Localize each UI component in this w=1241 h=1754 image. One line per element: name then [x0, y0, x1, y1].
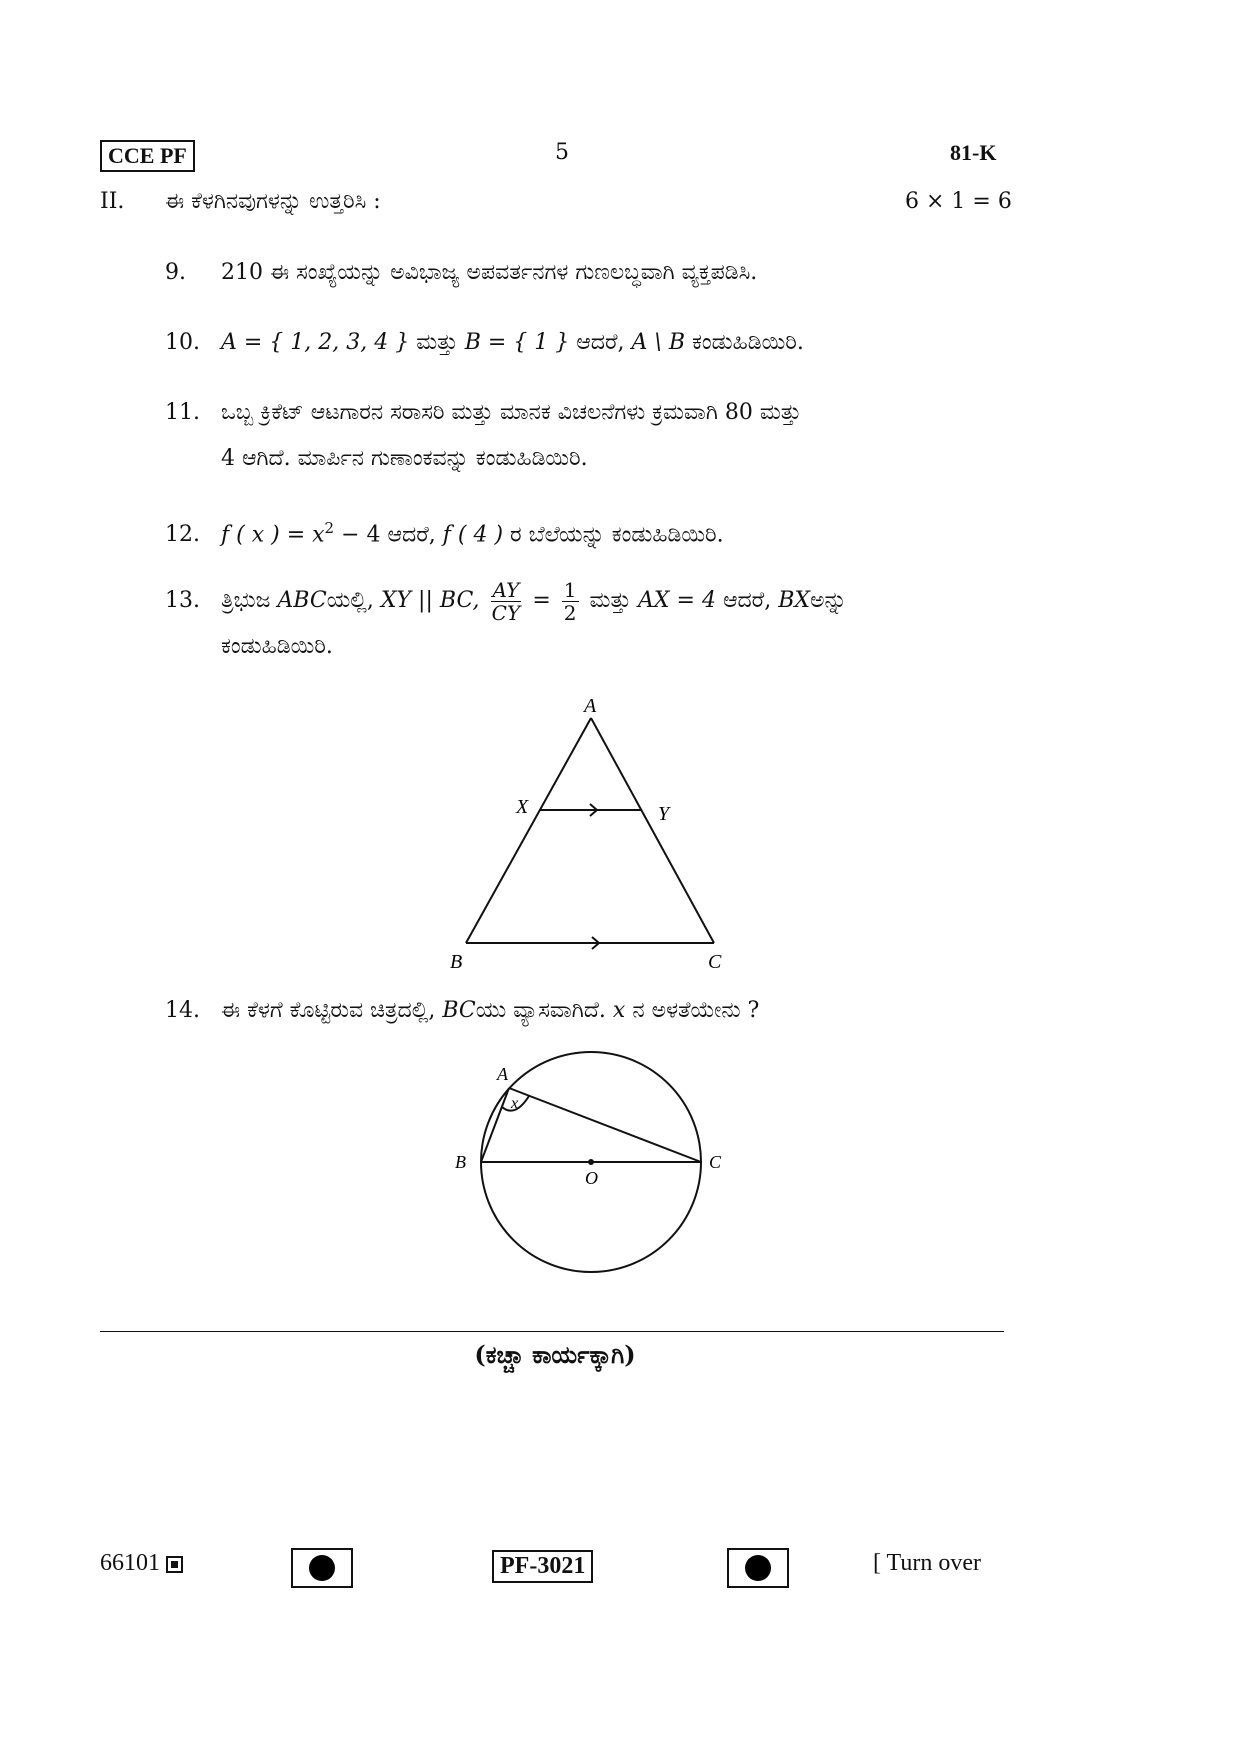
if-word: ಆದರೆ, — [576, 330, 625, 355]
rough-work-label: (ಕಚ್ಚಾ ಕಾರ್ಯಕ್ಕಾಗಿ) — [474, 1340, 636, 1369]
bx-segment: BX — [778, 588, 811, 613]
square-dot-icon — [166, 1556, 183, 1573]
subject-code: 81-K — [950, 140, 997, 165]
question-12 — [165, 505, 724, 558]
question-post: ನ ಅಳತೆಯೇನು ? — [632, 998, 760, 1023]
circle-figure — [445, 1050, 735, 1290]
find-word: ಕಂಡುಹಿಡಿಯಿರಿ. — [691, 330, 804, 355]
question-line-2: 4 ಆಗಿದೆ. ಮಾರ್ಪಿನ ಗುಣಾಂಕವನ್ನು ಕಂಡುಹಿಡಿಯಿರಿ. — [221, 446, 588, 471]
equals-sign: = — [532, 588, 551, 613]
question-number: 9. — [165, 260, 186, 285]
and-word: ಮತ್ತು — [589, 588, 631, 613]
diameter-name: BC — [442, 998, 476, 1023]
question-line-2: ಕಂಡುಹಿಡಿಯಿರಿ. — [221, 634, 333, 659]
section-instruction: ಈ ಕೆಳಗಿನವುಗಳನ್ನು ಉತ್ತರಿಸಿ : — [165, 189, 381, 214]
question-9 — [165, 250, 757, 296]
vertex-label-a: A — [584, 695, 597, 717]
section-label: II. — [100, 189, 125, 214]
page-number: 5 — [555, 140, 569, 165]
vertex-label-c: C — [708, 951, 722, 973]
ratio-fraction: $\frac{AY}{CY}$ — [491, 577, 521, 625]
question-pre: ಈ ಕೆಳಗೆ ಕೊಟ್ಟಿರುವ ಚಿತ್ರದಲ್ಲಿ, — [221, 998, 436, 1023]
question-13 — [165, 578, 1015, 670]
series-box: CCE PF — [100, 140, 195, 172]
exponent: 2 — [324, 519, 335, 537]
if-word: ಆದರೆ, — [387, 522, 436, 548]
triangle-word: ತ್ರಿಭುಜ — [221, 588, 271, 613]
set-difference: A \ B — [631, 330, 685, 355]
question-text: 210 ಈ ಸಂಖ್ಯೆಯನ್ನು ಅವಿಭಾಜ್ಯ ಅಪವರ್ತನಗಳ ಗುಣಲಬ್ಧವಾಗಿ ವ್ಯಕ್ತಪಡಿಸಿ. — [221, 260, 758, 285]
set-a: A = { 1, 2, 3, 4 } — [221, 330, 410, 355]
half-fraction: $\frac{1}{2}$ — [563, 577, 577, 625]
question-14 — [165, 988, 759, 1034]
parallel-relation: XY || BC, — [380, 588, 480, 613]
paper-code: PF-3021 — [492, 1550, 593, 1583]
ax-value: AX = 4 — [637, 588, 716, 613]
in-word: ಯಲ್ಲಿ, — [326, 588, 374, 613]
question-10 — [165, 320, 804, 366]
and-word: ಮತ್ತು — [416, 330, 458, 355]
question-line-1: ಒಬ್ಬ ಕ್ರಿಕೆಟ್ ಆಟಗಾರನ ಸರಾಸರಿ ಮತ್ತು ಮಾನಕ ವಿಚಲನೆಗಳು ಕ್ರಮವಾಗಿ 80 ಮತ್ತು — [221, 400, 802, 425]
find-word: ರ ಬೆಲೆಯನ್ನು ಕಂಡುಹಿಡಿಯಿರಿ. — [510, 522, 724, 548]
point-label-a: A — [497, 1064, 508, 1084]
point-label-x: X — [516, 796, 529, 818]
function-eval: f ( 4 ) — [442, 522, 504, 548]
if-word: ಆದರೆ, — [722, 588, 772, 613]
question-number: 12. — [165, 522, 200, 548]
question-mid: ಯು ವ್ಯಾಸವಾಗಿದೆ. — [475, 998, 606, 1023]
section-marks: 6 × 1 = 6 — [905, 189, 1012, 214]
function-def: f ( x ) = x — [221, 522, 325, 548]
registration-marker-left — [291, 1548, 353, 1588]
point-label-c: C — [709, 1152, 722, 1172]
divider-line — [100, 1331, 1004, 1332]
question-number: 11. — [165, 400, 200, 425]
point-label-b: B — [455, 1152, 466, 1172]
question-11 — [165, 390, 1015, 482]
set-b: B = { 1 } — [464, 330, 570, 355]
triangle-figure — [440, 690, 740, 980]
turn-over-label: [ Turn over — [873, 1550, 982, 1576]
angle-variable: x — [612, 998, 626, 1023]
suffix-word: ಅನ್ನು — [810, 588, 847, 613]
question-number: 14. — [165, 998, 200, 1023]
question-number: 10. — [165, 330, 200, 355]
registration-marker-right — [727, 1548, 789, 1588]
footer-code: 66101 — [100, 1550, 183, 1577]
question-number: 13. — [165, 588, 200, 613]
vertex-label-b: B — [450, 951, 463, 973]
point-label-y: Y — [658, 803, 670, 825]
triangle-name: ABC — [277, 588, 327, 613]
function-rest: − 4 — [334, 522, 381, 548]
angle-label-x: x — [511, 1095, 519, 1112]
center-label-o: O — [585, 1168, 598, 1188]
